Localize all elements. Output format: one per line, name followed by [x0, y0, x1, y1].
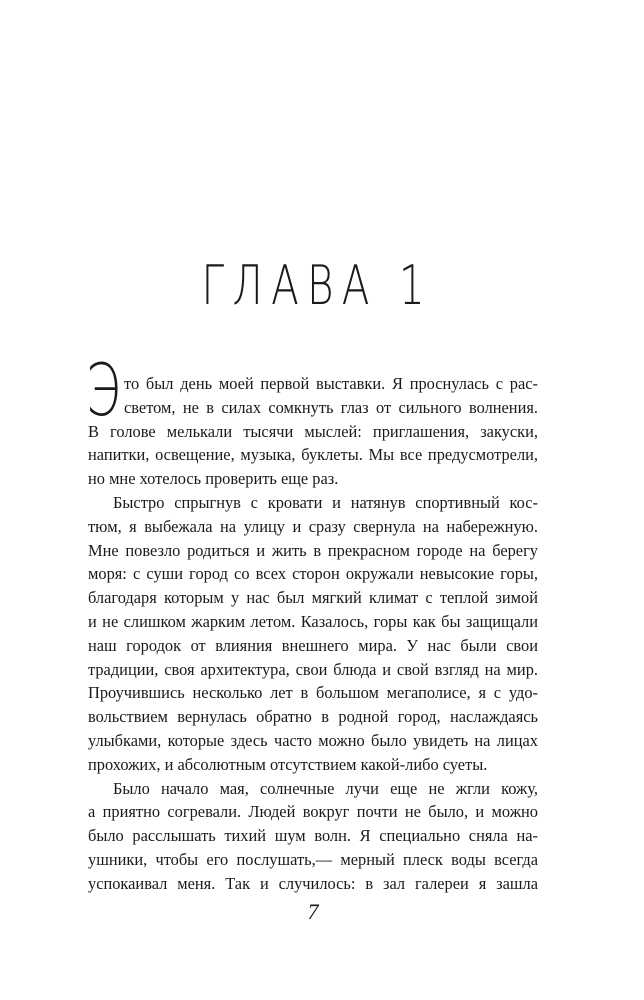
page-number: 7 [307, 899, 319, 924]
drop-cap: Э [86, 348, 121, 432]
text-line: моря: с суши город со всех сторон окружали невысокие горы, [88, 564, 538, 584]
text-line: наш городок от влияния внешнего мира. У нас были свои [88, 635, 538, 655]
paragraph-2 [88, 491, 538, 777]
text-line: Было начало мая, солнечные лучи еще не жгли кожу, [113, 778, 538, 798]
text-line: было расслышать тихий шум волн. Я специально сняла на- [88, 826, 538, 846]
text-line: светом, не в силах сомкнуть глаз от сильного волнения. [124, 397, 538, 417]
text-line: прохожих, и абсолютным отсутствием какой-либо суеты. [88, 754, 488, 774]
paragraph-3 [88, 777, 538, 896]
chapter-heading [92, 254, 542, 317]
text-line: но мне хотелось проверить еще раз. [88, 469, 339, 489]
text-line: вольствием вернулась обратно в родной город, наслаждаясь [88, 707, 538, 727]
text-line: Мне повезло родиться и жить в прекрасном городе на берегу [88, 540, 538, 560]
chapter-title: ГЛАВА 1 [201, 254, 433, 317]
text-line: напитки, освещение, музыка, буклеты. Мы все предусмотрели, [88, 445, 538, 465]
text-line: благодаря которым у нас был мягкий климат с теплой зимой [88, 588, 538, 608]
text-line: традиции, своя архитектура, свои блюда и свой взгляд на мир. [88, 659, 538, 679]
text-line: улыбками, которые здесь часто можно было увидеть на лицах [88, 730, 538, 750]
paragraph-1 [88, 372, 538, 491]
text-line: В голове мелькали тысячи мыслей: приглашения, закуски, [88, 421, 538, 441]
text-line: и не слишком жарким летом. Казалось, горы как бы защищали [88, 611, 538, 631]
text-line: то был день моей первой выставки. Я проснулась с рас- [124, 374, 538, 393]
text-line: Быстро спрыгнув с кровати и натянув спортивный кос- [113, 492, 538, 512]
text-line: ушники, чтобы его послушать,— мерный плеск воды всегда [88, 849, 538, 869]
body-text [88, 372, 538, 896]
text-line: Проучившись несколько лет в большом мегаполисе, я с удо- [88, 683, 538, 703]
text-line: тюм, я выбежала на улицу и сразу свернула на набережную. [88, 516, 538, 536]
text-line: а приятно согревали. Людей вокруг почти не было, и можно [88, 802, 538, 822]
text-line: успокаивал меня. Так и случилось: в зал галереи я зашла [88, 873, 538, 893]
